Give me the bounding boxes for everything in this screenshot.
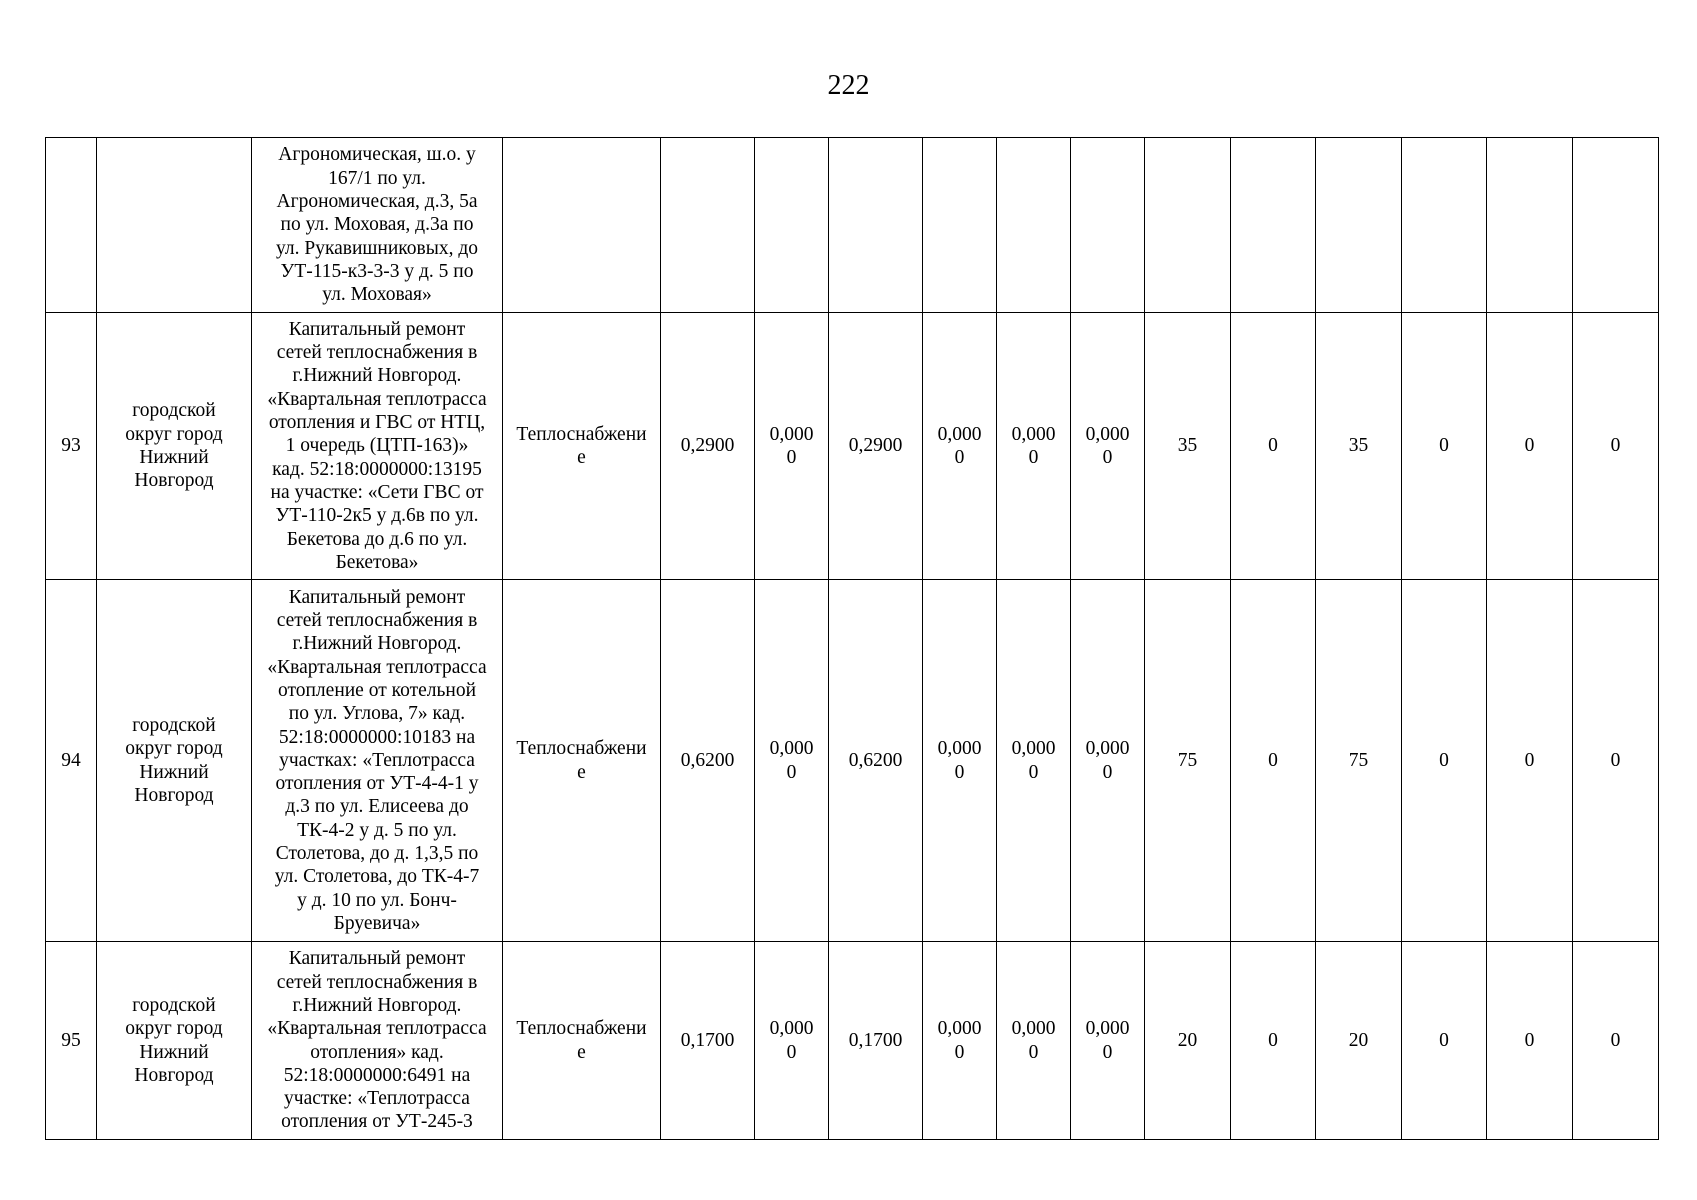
cell-text-line: Теплоснабжени [516, 738, 647, 760]
cell-text: 0 [1610, 435, 1621, 457]
data-table [45, 137, 1659, 1140]
cell-text-line: Новгород [134, 1064, 214, 1086]
cell-text: 0 [1268, 435, 1278, 457]
cell-text: 95 [61, 1029, 81, 1051]
cell-text-line: ул. Рукавишниковых, до [275, 237, 479, 259]
cell-text: 75 [1177, 749, 1198, 771]
cell-text-line: кад. 52:18:0000000:13195 [272, 458, 482, 480]
row-number-cell [46, 313, 97, 580]
value-cell [923, 580, 997, 942]
value-cell [1071, 580, 1145, 942]
cell-text-line: 0 [786, 761, 797, 783]
cell-text-line: 0 [1102, 761, 1113, 783]
cell-text: 0 [1610, 749, 1621, 771]
count-cell [1145, 580, 1231, 942]
cell-text-line: 0,000 [1011, 1018, 1056, 1040]
cell-text-line: ТК-4-2 у д. 5 по ул. [297, 819, 457, 841]
cell-text: 0 [1610, 1029, 1621, 1051]
cell-text-line: 0,000 [1011, 423, 1056, 445]
cell-text-line: 0 [954, 447, 965, 468]
cell-text-line: отопления от УТ-4-4-1 у [275, 773, 479, 795]
description-cell [252, 313, 503, 580]
cell-text-line: городской [132, 400, 216, 422]
value-cell [923, 138, 997, 313]
count-cell [1145, 313, 1231, 580]
cell-text-line: 0 [1028, 1041, 1039, 1063]
cell-text: 75 [1348, 749, 1369, 771]
cell-text: 0 [1439, 749, 1449, 771]
cell-text-line: отопления от УТ-245-3 [281, 1111, 473, 1133]
cell-text-line: 0,000 [937, 738, 982, 760]
cell-text-line: сетей теплоснабжения в [276, 342, 478, 364]
cell-text-line: 52:18:0000000:6491 на [283, 1064, 471, 1086]
cell-text-line: отопление от котельной [277, 679, 477, 701]
cell-text-line: 0 [786, 1041, 797, 1063]
description-cell [252, 942, 503, 1140]
count-cell [1231, 580, 1316, 942]
cell-text-line: отопления и ГВС от НТЦ, [268, 412, 486, 434]
cell-text: 94 [61, 749, 81, 771]
cell-text-line: 0,6200 [680, 749, 735, 771]
count-cell [1573, 138, 1659, 313]
cell-text: 20 [1348, 1029, 1369, 1051]
cell-text-line: ул. Столетова, до ТК-4-7 [274, 866, 480, 888]
count-cell [1487, 580, 1573, 942]
cell-text-line: округ город [125, 1018, 223, 1040]
municipality-cell [97, 138, 252, 313]
value-cell [755, 138, 829, 313]
count-cell [1402, 313, 1487, 580]
table-row [46, 313, 1659, 580]
cell-text-line: 0,000 [1085, 738, 1130, 760]
cell-text-line: 0,000 [769, 738, 814, 760]
cell-text: 93 [61, 435, 81, 457]
count-cell [1231, 138, 1316, 313]
cell-text-line: 0,000 [1085, 1018, 1130, 1040]
cell-text-line: округ город [125, 423, 223, 445]
value-cell [1071, 138, 1145, 313]
cell-text: 35 [1177, 435, 1198, 457]
value-cell [1071, 313, 1145, 580]
cell-text-line: городской [132, 714, 216, 736]
row-number-cell [46, 138, 97, 313]
count-cell [1573, 580, 1659, 942]
cell-text-line: Новгород [134, 784, 214, 806]
type-cell [503, 138, 661, 313]
count-cell [1573, 942, 1659, 1140]
value-cell [829, 313, 923, 580]
cell-text-line: округ город [125, 738, 223, 760]
cell-text-line: 52:18:0000000:10183 на [278, 726, 476, 748]
count-cell [1145, 942, 1231, 1140]
value-cell [829, 138, 923, 313]
cell-text-line: г.Нижний Новгород. [292, 633, 462, 655]
cell-text-line: Нижний [139, 447, 209, 468]
cell-text-line: участках: «Теплотрасса [279, 749, 475, 771]
value-cell [997, 313, 1071, 580]
cell-text-line: Столетова, до д. 1,3,5 по [275, 843, 479, 865]
cell-text-line: участке: «Теплотрасса [284, 1088, 470, 1110]
type-cell [503, 313, 661, 580]
cell-text-line: е [577, 447, 586, 468]
cell-text-line: 0,000 [937, 423, 982, 445]
cell-text-line: Нижний [139, 1041, 209, 1063]
value-cell [997, 942, 1071, 1140]
table-row [46, 138, 1659, 313]
value-cell [755, 580, 829, 942]
type-cell [503, 942, 661, 1140]
cell-text-line: «Квартальная теплотрасса [267, 1018, 487, 1040]
cell-text-line: 0 [954, 761, 965, 783]
cell-text-line: Капитальный ремонт [288, 948, 466, 970]
cell-text-line: Теплоснабжени [516, 1018, 647, 1040]
cell-text: 0 [1268, 749, 1278, 771]
value-cell [829, 580, 923, 942]
description-cell [252, 138, 503, 313]
cell-text-line: 0,000 [1011, 738, 1056, 760]
cell-text-line: Нижний [139, 761, 209, 783]
cell-text-line: отопления» кад. [310, 1041, 444, 1063]
value-cell [755, 942, 829, 1140]
cell-text-line: 167/1 по ул. [328, 167, 426, 189]
cell-text-line: «Квартальная теплотрасса [267, 656, 487, 678]
count-cell [1316, 580, 1402, 942]
cell-text-line: городской [132, 994, 216, 1016]
cell-text-line: Агрономическая, ш.о. у [278, 144, 476, 166]
cell-text-line: Агрономическая, д.3, 5а [276, 191, 478, 213]
count-cell [1316, 313, 1402, 580]
cell-text-line: 0 [1028, 761, 1039, 783]
cell-text-line: 0,1700 [848, 1029, 903, 1051]
cell-text: 0 [1268, 1029, 1278, 1051]
cell-text-line: Бекетова» [335, 551, 419, 573]
table-row [46, 942, 1659, 1140]
cell-text: 0 [1524, 1029, 1535, 1051]
cell-text-line: по ул. Углова, 7» кад. [288, 703, 466, 725]
cell-text-line: 0 [786, 447, 797, 468]
table-row [46, 580, 1659, 942]
cell-text-line: «Квартальная теплотрасса [267, 388, 487, 410]
description-cell [252, 580, 503, 942]
cell-text-line: 0,6200 [848, 749, 903, 771]
count-cell [1573, 313, 1659, 580]
count-cell [1487, 138, 1573, 313]
cell-text-line: Капитальный ремонт [288, 586, 466, 608]
table-body [46, 138, 1659, 1140]
value-cell [923, 313, 997, 580]
cell-text: 20 [1177, 1029, 1198, 1051]
cell-text-line: сетей теплоснабжения в [276, 610, 478, 632]
count-cell [1316, 138, 1402, 313]
row-number-cell [46, 942, 97, 1140]
cell-text: 0 [1524, 749, 1535, 771]
cell-text-line: Новгород [134, 470, 214, 492]
cell-text: 0 [1439, 435, 1449, 457]
cell-text-line: 0 [1028, 447, 1039, 468]
cell-text-line: 0,000 [937, 1018, 982, 1040]
municipality-cell [97, 942, 252, 1140]
value-cell [1071, 942, 1145, 1140]
cell-text-line: у д. 10 по ул. Бонч- [297, 889, 457, 911]
cell-text-line: ул. Моховая» [322, 284, 432, 306]
cell-text-line: 0,2900 [848, 435, 903, 457]
count-cell [1316, 942, 1402, 1140]
cell-text-line: 0,000 [769, 1018, 814, 1040]
page-number: 222 [827, 70, 870, 101]
cell-text-line: 1 очередь (ЦТП-163)» [285, 435, 469, 457]
cell-text-line: 0 [1102, 447, 1113, 468]
cell-text: 35 [1348, 435, 1369, 457]
count-cell [1231, 942, 1316, 1140]
cell-text-line: Теплоснабжени [516, 423, 647, 445]
cell-text-line: е [577, 761, 586, 783]
cell-text-line: 0,000 [1085, 423, 1130, 445]
municipality-cell [97, 313, 252, 580]
cell-text-line: сетей теплоснабжения в [276, 971, 478, 993]
value-cell [661, 138, 755, 313]
value-cell [661, 580, 755, 942]
cell-text-line: 0 [1102, 1041, 1113, 1063]
value-cell [997, 138, 1071, 313]
cell-text-line: 0,1700 [680, 1029, 735, 1051]
count-cell [1402, 138, 1487, 313]
cell-text-line: д.3 по ул. Елисеева до [285, 796, 469, 818]
row-number-cell [46, 580, 97, 942]
value-cell [755, 313, 829, 580]
cell-text: 0 [1524, 435, 1535, 457]
value-cell [661, 942, 755, 1140]
cell-text-line: е [577, 1041, 586, 1063]
count-cell [1402, 580, 1487, 942]
cell-text-line: УТ-115-к3-3-3 у д. 5 по [280, 260, 474, 282]
cell-text-line: г.Нижний Новгород. [292, 365, 462, 387]
cell-text-line: Бекетова до д.6 по ул. [286, 528, 468, 550]
municipality-cell [97, 580, 252, 942]
cell-text-line: 0,2900 [680, 435, 735, 457]
count-cell [1231, 313, 1316, 580]
count-cell [1145, 138, 1231, 313]
value-cell [997, 580, 1071, 942]
count-cell [1402, 942, 1487, 1140]
cell-text-line: Бруевича» [333, 912, 421, 934]
cell-text-line: г.Нижний Новгород. [292, 994, 462, 1016]
value-cell [923, 942, 997, 1140]
cell-text-line: УТ-110-2к5 у д.6в по ул. [275, 505, 479, 527]
value-cell [829, 942, 923, 1140]
cell-text-line: по ул. Моховая, д.3а по [280, 214, 474, 236]
cell-text-line: Капитальный ремонт [288, 318, 466, 340]
count-cell [1487, 942, 1573, 1140]
cell-text-line: 0 [954, 1041, 965, 1063]
cell-text-line: 0,000 [769, 423, 814, 445]
type-cell [503, 580, 661, 942]
count-cell [1487, 313, 1573, 580]
value-cell [661, 313, 755, 580]
cell-text: 0 [1439, 1029, 1449, 1051]
cell-text-line: на участке: «Сети ГВС от [270, 481, 484, 503]
